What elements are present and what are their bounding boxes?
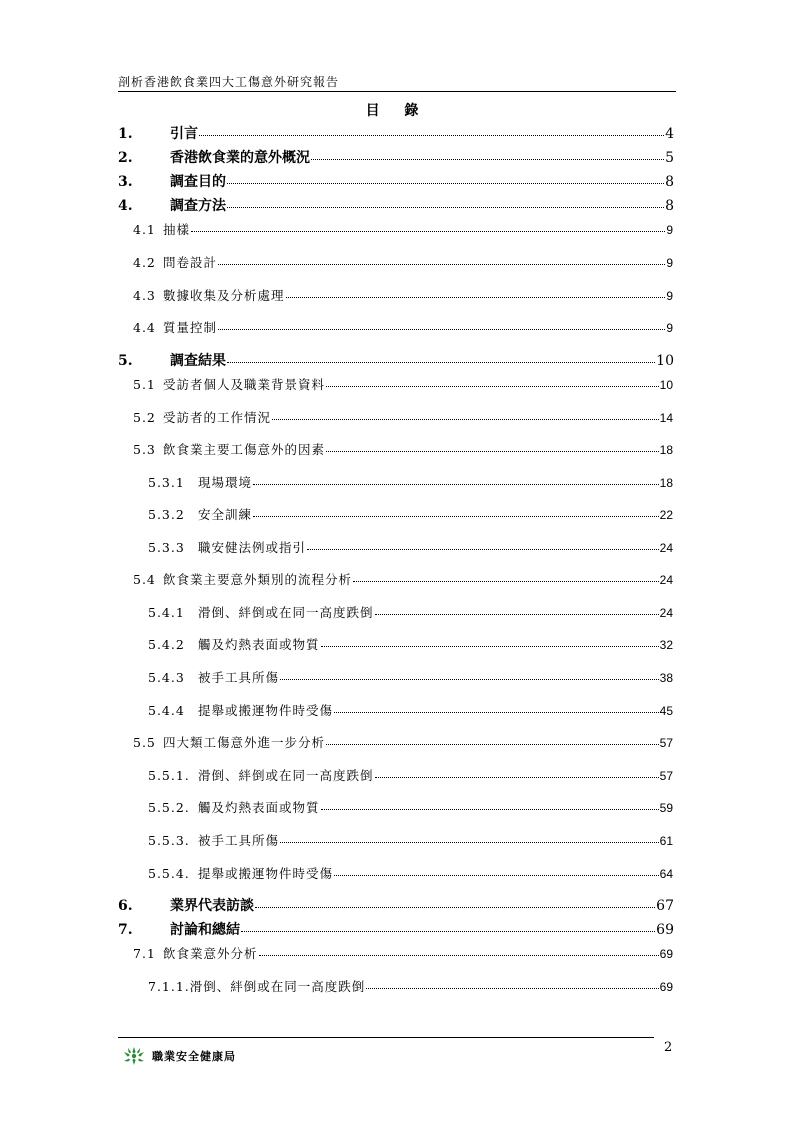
toc-entry-number: 4.3 bbox=[133, 288, 156, 303]
report-header: 剖析香港飲食業四大工傷意外研究報告 bbox=[118, 75, 340, 89]
leader-dots bbox=[311, 159, 664, 160]
leader-dots bbox=[326, 386, 659, 387]
leader-dots bbox=[253, 516, 659, 517]
toc-entry-number: 5. bbox=[118, 353, 133, 369]
toc-entry[interactable] bbox=[133, 733, 673, 753]
toc-entry-title: 飲食業意外分析 bbox=[163, 946, 258, 961]
toc-entry-title: 受訪者個人及職業背景資料 bbox=[163, 377, 326, 392]
toc-entry-page: 38 bbox=[659, 671, 673, 685]
toc-entry-page: 8 bbox=[665, 174, 674, 190]
toc-entry-title: 抽樣 bbox=[163, 222, 191, 237]
toc-entry-number: 7. bbox=[118, 922, 133, 938]
toc-entry-title: 飲食業主要工傷意外的因素 bbox=[163, 442, 326, 457]
leader-dots bbox=[191, 231, 665, 232]
toc-entry-title: 職安健法例或指引 bbox=[198, 540, 307, 555]
page-number: 2 bbox=[664, 1040, 673, 1055]
toc-entry-number: 7.1.1. bbox=[148, 979, 190, 994]
toc-entry-page: 9 bbox=[666, 289, 673, 303]
toc-entry[interactable] bbox=[118, 171, 674, 191]
footer-rule bbox=[118, 1037, 654, 1038]
toc-entry[interactable] bbox=[148, 977, 673, 997]
toc-entry[interactable] bbox=[148, 538, 673, 558]
leader-dots bbox=[218, 329, 665, 330]
leader-dots bbox=[227, 183, 664, 184]
toc-entry-page: 4 bbox=[665, 126, 674, 142]
toc-entry[interactable] bbox=[133, 220, 673, 240]
toc-entry-page: 14 bbox=[659, 411, 673, 425]
leader-dots bbox=[326, 744, 659, 745]
toc-entry-number: 5.4 bbox=[133, 572, 156, 587]
toc-entry-page: 69 bbox=[659, 980, 673, 994]
toc-entry-page: 5 bbox=[665, 150, 674, 166]
toc-entry-page: 10 bbox=[656, 353, 674, 369]
toc-entry-number: 5.3.1 bbox=[148, 475, 185, 490]
leader-dots bbox=[199, 135, 664, 136]
leader-dots bbox=[241, 931, 655, 932]
toc-entry-number: 6. bbox=[118, 898, 133, 914]
leader-dots bbox=[321, 809, 659, 810]
toc-entry[interactable] bbox=[148, 473, 673, 493]
toc-entry-title: 飲食業主要意外類別的流程分析 bbox=[163, 572, 353, 587]
toc-entry-title: 滑倒、絆倒或在同一高度跌倒 bbox=[189, 979, 366, 994]
leader-dots bbox=[227, 207, 664, 208]
leader-dots bbox=[272, 419, 659, 420]
toc-entry-number: 5.5.1. bbox=[148, 768, 190, 783]
osh-council-logo-icon bbox=[122, 1046, 146, 1066]
toc-entry-page: 18 bbox=[659, 476, 673, 490]
toc-entry[interactable] bbox=[148, 831, 673, 851]
toc-entry-page: 64 bbox=[659, 867, 673, 881]
toc-entry-title: 引言 bbox=[170, 126, 198, 142]
toc-entry-page: 9 bbox=[666, 321, 673, 335]
toc-entry-title: 香港飲食業的意外概況 bbox=[170, 150, 310, 166]
toc-entry[interactable] bbox=[133, 375, 673, 395]
toc-entry[interactable] bbox=[133, 440, 673, 460]
leader-dots bbox=[255, 907, 655, 908]
toc-entry-title: 現場環境 bbox=[198, 475, 253, 490]
toc-entry[interactable] bbox=[118, 147, 674, 167]
toc-entry[interactable] bbox=[148, 505, 673, 525]
toc-entry-page: 24 bbox=[659, 541, 673, 555]
toc-entry-page: 57 bbox=[659, 769, 673, 783]
toc-entry-number: 5.4.1 bbox=[148, 605, 185, 620]
toc-entry-number: 4.2 bbox=[133, 255, 156, 270]
toc-entry-page: 57 bbox=[659, 736, 673, 750]
leader-dots bbox=[218, 264, 665, 265]
leader-dots bbox=[334, 712, 659, 713]
toc-entry-number: 4.4 bbox=[133, 320, 156, 335]
toc-entry-number: 4.1 bbox=[133, 222, 156, 237]
toc-entry-page: 9 bbox=[666, 256, 673, 270]
toc-entry[interactable] bbox=[133, 944, 673, 964]
toc-entry[interactable] bbox=[118, 919, 674, 939]
leader-dots bbox=[253, 484, 659, 485]
leader-dots bbox=[307, 549, 659, 550]
toc-entry-number: 5.5.3. bbox=[148, 833, 190, 848]
toc-entry-page: 69 bbox=[656, 922, 674, 938]
toc-entry-title: 被手工具所傷 bbox=[198, 833, 280, 848]
toc-entry-number: 5.5.4. bbox=[148, 866, 190, 881]
toc-entry-number: 3. bbox=[118, 174, 133, 190]
toc-entry[interactable] bbox=[133, 408, 673, 428]
toc-entry-title: 滑倒、絆倒或在同一高度跌倒 bbox=[198, 605, 374, 620]
toc-entry-title: 討論和總結 bbox=[170, 922, 240, 938]
leader-dots bbox=[326, 451, 659, 452]
toc-entry-number: 5.4.3 bbox=[148, 670, 185, 685]
toc-entry-title: 問卷設計 bbox=[163, 255, 218, 270]
toc-entry[interactable] bbox=[148, 635, 673, 655]
toc-entry[interactable] bbox=[148, 864, 673, 884]
toc-entry[interactable] bbox=[118, 895, 674, 915]
leader-dots bbox=[353, 581, 659, 582]
toc-entry-title: 調查方法 bbox=[170, 198, 226, 214]
toc-entry[interactable] bbox=[133, 286, 673, 306]
toc-entry-number: 5.5.2. bbox=[148, 800, 190, 815]
toc-entry-title: 業界代表訪談 bbox=[170, 898, 254, 914]
toc-entry-number: 5.3.3 bbox=[148, 540, 185, 555]
toc-entry[interactable] bbox=[118, 123, 674, 143]
toc-entry-page: 9 bbox=[666, 223, 673, 237]
toc-entry-page: 69 bbox=[659, 947, 673, 961]
leader-dots bbox=[280, 842, 659, 843]
toc-entry-number: 5.4.4 bbox=[148, 703, 185, 718]
toc-entry[interactable] bbox=[148, 766, 673, 786]
toc-entry-title: 被手工具所傷 bbox=[198, 670, 280, 685]
toc-entry-title: 提舉或搬運物件時受傷 bbox=[198, 703, 334, 718]
toc-entry-title: 調查結果 bbox=[170, 353, 226, 369]
toc-entry-number: 4. bbox=[118, 198, 133, 214]
toc-entry-number: 5.5 bbox=[133, 735, 156, 750]
header-rule bbox=[118, 91, 676, 92]
toc-entry-page: 18 bbox=[659, 443, 673, 457]
toc-entry-title: 安全訓練 bbox=[198, 507, 253, 522]
toc-entry-number: 5.4.2 bbox=[148, 637, 185, 652]
leader-dots bbox=[321, 646, 659, 647]
toc-entry[interactable] bbox=[148, 701, 673, 721]
toc-entry-number: 7.1 bbox=[133, 946, 156, 961]
leader-dots bbox=[280, 679, 659, 680]
leader-dots bbox=[227, 362, 655, 363]
footer-logo bbox=[122, 1046, 236, 1066]
toc-entry-page: 59 bbox=[659, 801, 673, 815]
toc-entry-number: 5.1 bbox=[133, 377, 156, 392]
toc-entry-title: 質量控制 bbox=[163, 320, 218, 335]
leader-dots bbox=[375, 614, 659, 615]
leader-dots bbox=[375, 777, 659, 778]
toc-title: 目 錄 bbox=[365, 103, 429, 119]
toc-entry-page: 22 bbox=[659, 508, 673, 522]
leader-dots bbox=[286, 297, 666, 298]
toc-entry[interactable] bbox=[133, 570, 673, 590]
leader-dots bbox=[259, 955, 659, 956]
toc-entry-page: 10 bbox=[659, 378, 673, 392]
toc-entry-title: 觸及灼熱表面或物質 bbox=[198, 800, 320, 815]
toc-entry[interactable] bbox=[118, 350, 674, 370]
toc-entry[interactable] bbox=[118, 195, 674, 215]
toc-entry-title: 數據收集及分析處理 bbox=[163, 288, 285, 303]
toc-entry-title: 受訪者的工作情況 bbox=[163, 410, 272, 425]
toc-entry-number: 2. bbox=[118, 150, 133, 166]
toc-entry-title: 滑倒、絆倒或在同一高度跌倒 bbox=[198, 768, 374, 783]
toc-entry[interactable] bbox=[133, 318, 673, 338]
toc-entry-number: 1. bbox=[118, 126, 133, 142]
toc-entry-title: 提舉或搬運物件時受傷 bbox=[198, 866, 334, 881]
toc-entry[interactable] bbox=[133, 253, 673, 273]
toc-entry-page: 32 bbox=[659, 638, 673, 652]
toc-entry-page: 8 bbox=[665, 198, 674, 214]
toc-entry-title: 觸及灼熱表面或物質 bbox=[198, 637, 320, 652]
toc-entry[interactable] bbox=[148, 603, 673, 623]
toc-entry-page: 45 bbox=[659, 704, 673, 718]
toc-entry-number: 5.3 bbox=[133, 442, 156, 457]
toc-entry-title: 四大類工傷意外進一步分析 bbox=[163, 735, 326, 750]
leader-dots bbox=[334, 875, 659, 876]
toc-entry-page: 24 bbox=[659, 573, 673, 587]
toc-entry-page: 67 bbox=[656, 898, 674, 914]
toc-entry-number: 5.2 bbox=[133, 410, 156, 425]
toc-entry-page: 61 bbox=[659, 834, 673, 848]
org-name: 職業安全健康局 bbox=[152, 1050, 236, 1063]
toc-entry[interactable] bbox=[148, 668, 673, 688]
toc-entry-number: 5.3.2 bbox=[148, 507, 185, 522]
toc-entry[interactable] bbox=[148, 798, 673, 818]
toc-entry-page: 24 bbox=[659, 606, 673, 620]
toc-entry-title: 調查目的 bbox=[170, 174, 226, 190]
leader-dots bbox=[366, 988, 658, 989]
